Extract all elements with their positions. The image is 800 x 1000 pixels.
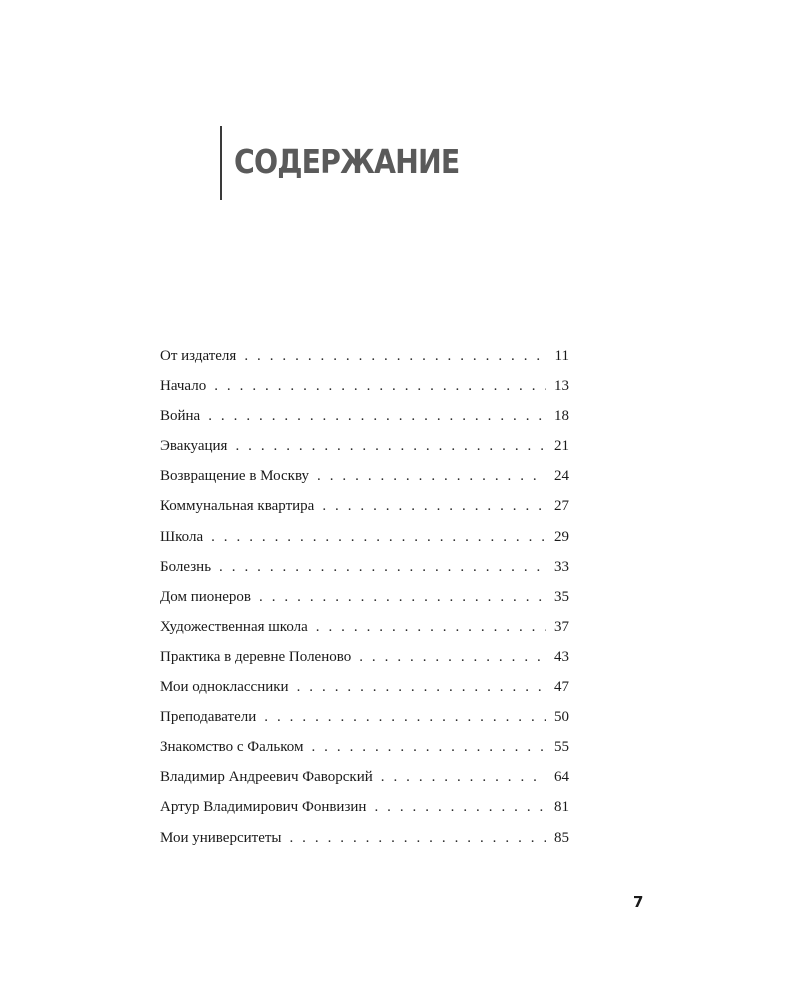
- toc-dot-leader: [259, 582, 546, 612]
- toc-entry[interactable]: [160, 552, 569, 582]
- table-of-contents: [160, 341, 569, 853]
- toc-entry[interactable]: [160, 702, 569, 732]
- toc-entry[interactable]: [160, 461, 569, 491]
- toc-entry-title: Эвакуация: [160, 438, 228, 455]
- toc-entry[interactable]: [160, 642, 569, 672]
- toc-entry[interactable]: [160, 612, 569, 642]
- toc-entry-page: 50: [554, 709, 569, 726]
- toc-dot-leader: [211, 522, 546, 552]
- toc-dot-leader: [244, 341, 546, 371]
- toc-entry-title: От издателя: [160, 348, 237, 364]
- toc-entry[interactable]: [160, 522, 569, 552]
- toc-dot-leader: [374, 792, 546, 822]
- toc-dot-leader: [289, 823, 546, 853]
- toc-entry-page: 85: [554, 829, 569, 846]
- toc-entry-page: 37: [554, 618, 569, 635]
- toc-entry[interactable]: [160, 431, 569, 461]
- toc-entry-page: 64: [554, 769, 569, 786]
- toc-entry-title: Начало: [160, 378, 207, 395]
- toc-entry-title: Преподаватели: [160, 709, 257, 726]
- toc-dot-leader: [235, 431, 546, 461]
- toc-entry-page: 47: [554, 679, 569, 696]
- toc-entry-page: 24: [554, 468, 569, 485]
- toc-entry[interactable]: [160, 792, 569, 822]
- toc-entry-page: 81: [554, 799, 569, 816]
- toc-entry-title: Практика в деревне Поленово: [160, 648, 352, 665]
- toc-entry-page: 29: [554, 528, 569, 545]
- toc-entry-title: Дом пионеров: [160, 588, 252, 605]
- toc-entry[interactable]: [160, 371, 569, 401]
- page-title: СОДЕРЖАНИЕ: [234, 142, 460, 181]
- page-number: 7: [633, 893, 644, 911]
- toc-entry-title: Война: [160, 408, 201, 425]
- toc-entry-title: Владимир Андреевич Фаворский: [160, 769, 373, 786]
- toc-entry-title: Художественная школа: [160, 618, 308, 635]
- toc-entry[interactable]: [160, 762, 569, 792]
- toc-entry[interactable]: [160, 341, 569, 371]
- toc-entry-title: Коммунальная квартира: [160, 498, 315, 515]
- toc-dot-leader: [322, 491, 546, 521]
- toc-entry-page: 55: [554, 739, 569, 756]
- toc-entry-page: 21: [554, 438, 569, 455]
- toc-entry-page: 11: [554, 348, 569, 364]
- toc-dot-leader: [359, 642, 546, 672]
- toc-entry[interactable]: [160, 582, 569, 612]
- toc-entry-page: 18: [554, 408, 569, 425]
- toc-entry-page: 35: [554, 588, 569, 605]
- toc-entry[interactable]: [160, 732, 569, 762]
- toc-dot-leader: [214, 371, 546, 401]
- toc-entry-title: Возвращение в Москву: [160, 468, 310, 485]
- toc-entry[interactable]: [160, 823, 569, 853]
- toc-dot-leader: [297, 672, 546, 702]
- toc-dot-leader: [219, 552, 546, 582]
- title-rule: [220, 126, 222, 200]
- toc-entry[interactable]: [160, 491, 569, 521]
- toc-dot-leader: [381, 762, 546, 792]
- toc-entry-title: Школа: [160, 528, 204, 545]
- toc-entry-page: 43: [554, 648, 569, 665]
- toc-entry-page: 13: [554, 378, 569, 395]
- toc-dot-leader: [317, 461, 546, 491]
- toc-entry-title: Знакомство с Фальком: [160, 739, 304, 756]
- toc-entry-title: Мои одноклассники: [160, 679, 289, 696]
- toc-entry-title: Болезнь: [160, 558, 212, 575]
- toc-dot-leader: [311, 732, 546, 762]
- toc-dot-leader: [208, 401, 546, 431]
- toc-dot-leader: [264, 702, 546, 732]
- toc-dot-leader: [316, 612, 546, 642]
- toc-entry-title: Артур Владимирович Фонвизин: [160, 799, 367, 816]
- toc-entry[interactable]: [160, 672, 569, 702]
- toc-entry-page: 33: [554, 558, 569, 575]
- toc-entry-page: 27: [554, 498, 569, 515]
- toc-entry[interactable]: [160, 401, 569, 431]
- toc-entry-title: Мои университеты: [160, 829, 282, 846]
